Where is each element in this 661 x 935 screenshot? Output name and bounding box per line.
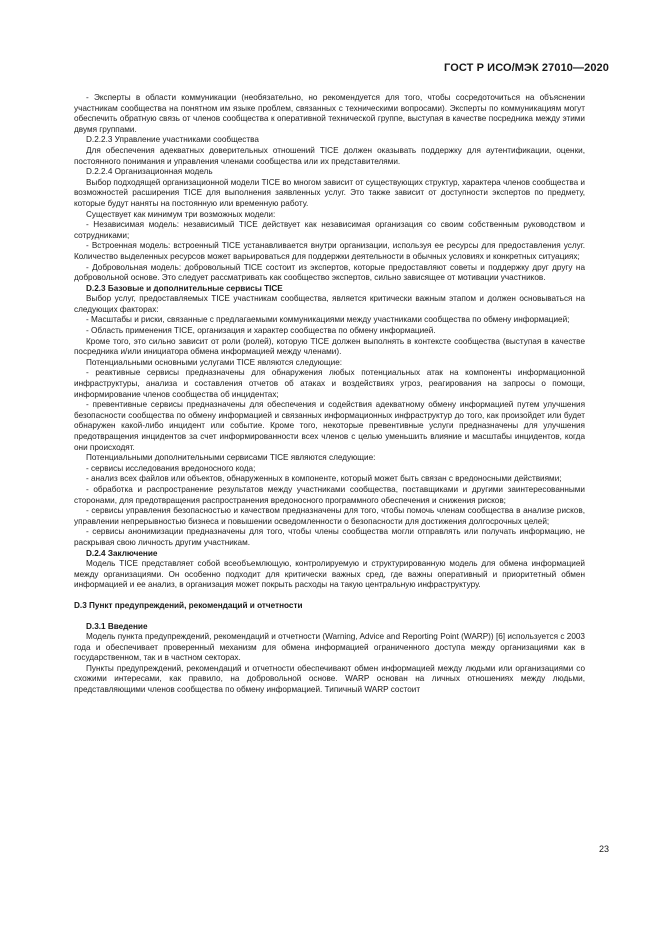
paragraph: Пункты предупреждений, рекомендаций и отчетности обеспечивают обмен информацией между людьми или организациями со схожими интересами, как правило, на добровольной основе. WARP основан на личных отношениях между людьми, представляющими членов сообщества по обмену информацией. Типичный WARP состоит [74,663,585,695]
paragraph: - Эксперты в области коммуникации (необязательно, но рекомендуется для того, чтобы сосредоточиться на объяснении участникам сообщества на понятном им языке проблем, связанных с техническими вопросами). Эксперты по коммуникациям могут обеспечить обратную связь от членов сообщества к оперативной технической группе, выступая в качестве посредника между этими двумя группами. [74,93,585,134]
paragraph: - превентивные сервисы предназначены для обеспечения и содействия адекватному обмену информацией путем улучшения безопасности сообщества по обмену информацией и связанных информационных инфраструктур до того, как произойдет или будет обнаружен какой-либо инцидент или событие. Кроме того, некоторые превентивные услуги предназначены для улучшения предотвращения инцидентов за счет информированности всех членов с целью уменьшить влияние и масштабы инцидентов, когда они происходят. [74,400,585,452]
paragraph: - Независимая модель: независимый TICE действует как независимая организация со своим собственным руководством и сотрудниками; [74,220,585,240]
paragraph: D.3 Пункт предупреждений, рекомендаций и отчетности [74,600,303,610]
paragraph: D.2.2.3 Управление участниками сообщества [86,135,259,145]
document-header: ГОСТ Р ИСО/МЭК 27010—2020 [444,62,609,74]
paragraph: - анализ всех файлов или объектов, обнаруженных в компоненте, который может быть связан с вредоносными действиями; [86,474,562,484]
paragraph: Кроме того, это сильно зависит от роли (ролей), которую TICE должен выполнять в контексте сообщества (выступая в качестве посредника и/или инициатора обмена информацией между членами). [74,336,585,357]
paragraph: Модель пункта предупреждений, рекомендаций и отчетности (Warning, Advice and Reporting Point (WARP)) [6] используется с 2003 года и обеспечивает проверенный механизм для обмена информацией ограниченного доступа между организациями как в государственном, так и в частном секторах. [74,632,585,663]
paragraph: Выбор услуг, предоставляемых TICE участникам сообщества, является критически важным этапом и должен основываться на следующих факторах: [74,294,585,314]
paragraph: - сервисы управления безопасностью и качеством предназначены для того, чтобы помочь членам сообщества в анализе рисков, управлении непрерывностью бизнеса и повышении осведомленности о безопасности для достижения долгосрочных целей; [74,506,585,526]
paragraph: - Масштабы и риски, связанные с предлагаемыми коммуникациями между участниками сообщества по обмену информацией; [86,315,570,325]
paragraph: - сервисы анонимизации предназначены для того, чтобы члены сообщества могли отправлять или получать информацию, не раскрывая свою личность другим участникам. [74,527,585,547]
paragraph: Выбор подходящей организационной модели TICE во многом зависит от существующих структур, характера членов сообщества и возможностей расширения TICE для выполнения заявленных услуг. Это также зависит от доступности экспертов по предмету, которые будут наняты на постоянную или временную работу. [74,177,585,208]
paragraph: - обработка и распространение результатов между участниками сообщества, поставщиками и другими заинтересованными сторонами, для предотвращения распространения вредоносного программного обеспечения и снижения рисков; [74,484,585,505]
paragraph: - Область применения TICE, организация и характер сообщества по обмену информацией. [86,326,436,336]
paragraph: Для обеспечения адекватных доверительных отношений TICE должен оказывать поддержку для аутентификации, оценки, постоянного понимания и управления членами сообщества или их представителями. [74,145,585,166]
document-body [74,93,585,696]
page-number: 23 [598,844,609,854]
paragraph: D.2.2.4 Организационная модель [86,167,213,177]
paragraph: D.2.4 Заключение [86,548,158,558]
paragraph: - Добровольная модель: добровольный TICE состоит из экспертов, которые предоставляют советы и поддержку друг другу на добровольной основе. Это следует рассматривать как сообщество экспертов, сильно зависящее от мотивации участников. [74,262,585,283]
paragraph: D.2.3 Базовые и дополнительные сервисы TICE [86,283,283,293]
paragraph: - сервисы исследования вредоносного кода; [86,463,256,473]
paragraph: Потенциальными дополнительными сервисами TICE являются следующие: [86,453,376,463]
paragraph: Существует как минимум три возможных модели: [86,209,276,219]
paragraph: D.3.1 Введение [86,621,148,631]
paragraph: Потенциальными основными услугами TICE являются следующие: [86,357,343,367]
paragraph: Модель TICE представляет собой всеобъемлющую, контролируемую и структурированную модель для обмена информацией между организациями. Он особенно подходит для критически важных сред, где важны оперативный и приоритетный обмен информацией и ее анализ, в организация может покрыть расходы на такую центральную инфраструктуру. [74,559,585,590]
paragraph: - Встроенная модель: встроенный TICE устанавливается внутри организации, используя ее ресурсы для предоставления услуг. Количество выделенных ресурсов может варьироваться для поддержки деятельности в обычных условиях и конкретных ситуациях; [74,241,585,261]
paragraph: - реактивные сервисы предназначены для обнаружения любых потенциальных атак на компоненты информационной инфраструктуры, анализа и составления отчетов об атаках и воздействиях угроз, реагирования на запросы о помощи, информирование членов сообщества об инцидентах; [74,368,585,399]
